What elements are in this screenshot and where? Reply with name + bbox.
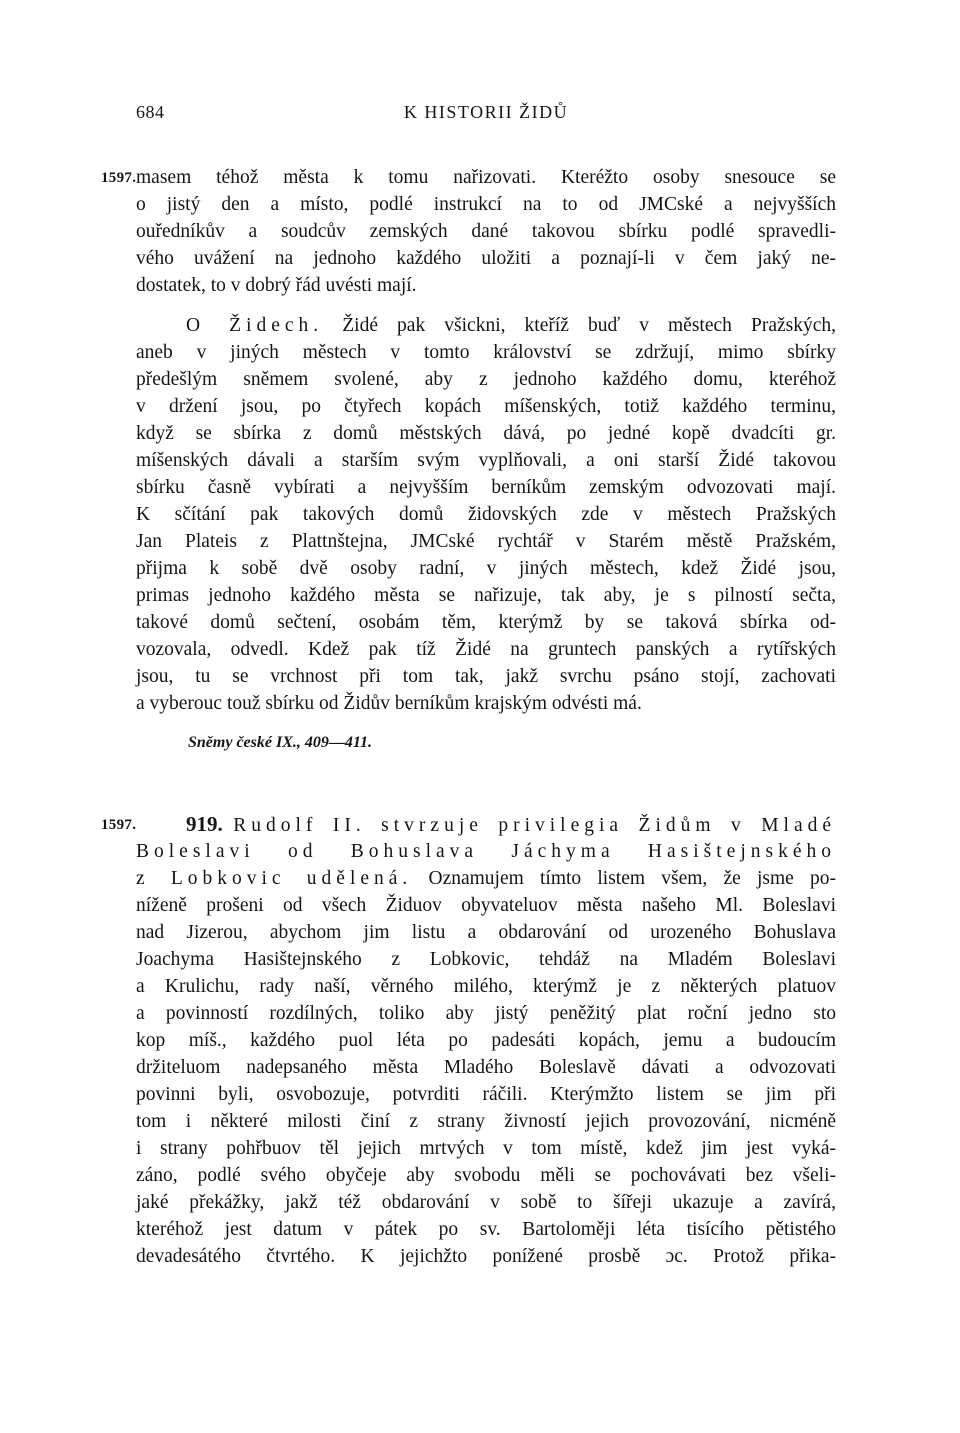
- text-line: primas jednoho každého města se nařizuje, tak aby, je s pilností sečta,: [136, 585, 836, 606]
- text-line: Jan Plateis z Plattnštejna, JMCské rychtář v Starém městě Pražském,: [136, 531, 836, 552]
- text-line: ouředníkův a soudcův zemských dané takovou sbírku podlé spravedli-: [136, 221, 836, 242]
- text-line: o jistý den a místo, podlé instrukcí na to od JMCské a nejvyšších: [136, 194, 836, 215]
- text-line: v držení jsou, po čtyřech kopách míšenských, totiž každého terminu,: [136, 396, 836, 417]
- text-line: jaké překážky, jakž též obdarování v sobě to šířeji ukazuje a zavírá,: [136, 1192, 836, 1213]
- page-number: 684: [136, 102, 165, 122]
- document-title: Rudolf II. stvrzuje privilegia Židům v Mladé: [233, 815, 837, 836]
- section-heading: O Židech.: [186, 315, 324, 336]
- text-line: míšenských dávali a starším svým vyplňovali, a oni starší Židé takovou: [136, 450, 836, 471]
- text-line: K sčítání pak takových domů židovských zde v městech Pražských: [136, 504, 836, 525]
- text-line: vozovala, odvedl. Kdež pak tíž Židé na gruntech panských a rytířských: [136, 639, 836, 660]
- text-line: jsou, tu se vrchnost při tom tak, jakž svrchu psáno stojí, zachovati: [136, 666, 836, 687]
- text-line: přijma k sobě dvě osoby radní, v jiných městech, kdež Židé jsou,: [136, 558, 836, 579]
- text-line: i strany pohřbuov těl jejich mrtvých v tom místě, kdež jim jest vyká-: [136, 1138, 836, 1159]
- text-line: držiteluom nadepsaného města Mladého Boleslavě dávati a odvozovati: [136, 1057, 836, 1078]
- document-919: [136, 811, 836, 1270]
- page-header: [136, 102, 836, 132]
- text-line: O Židech. Židé pak všickni, kteříž buď v městech Pražských,: [136, 312, 836, 339]
- text-line: Joachyma Hasištejnského z Lobkovic, tehdáž na Mladém Boleslavi: [136, 949, 836, 970]
- document-title-line: [136, 811, 836, 838]
- text-line: tom i některé milosti činí z strany živností jejich provozování, nicméně: [136, 1111, 836, 1132]
- text-line: níženě prošeni od všech Židuov obyvateluov města našeho Ml. Boleslavi: [136, 895, 836, 916]
- margin-year-2: 1597.: [101, 817, 137, 833]
- text-line: když se sbírka z domů městských dává, po jedné kopě dvadcíti gr.: [136, 423, 836, 444]
- text-line: kop míš., každého puol léta po padesáti kopách, jemu a budoucím: [136, 1030, 836, 1051]
- text-line: předešlým sněmem svolené, aby z jednoho každého domu, kteréhož: [136, 369, 836, 390]
- section2-paragraph: [136, 312, 836, 717]
- text-line: takové domů sečtení, osobám těm, kterýmž by se taková sbírka od-: [136, 612, 836, 633]
- text-line: masem téhož města k tomu nařizovati. Kteréžto osoby snesouce se: [136, 167, 836, 188]
- text-line: devadesátého čtvrtého. K jejichžto ponížené prosbě ɔc. Protož přika-: [136, 1246, 836, 1267]
- document-number: 919.: [186, 812, 223, 836]
- running-title: K HISTORII ŽIDŮ: [403, 102, 569, 122]
- text-line: a povinností rozdílných, toliko aby jistý peněžitý plat roční jedno sto: [136, 1003, 836, 1024]
- text-line: z Lobkovic udělená. Oznamujem tímto listem všem, že jsme po-: [136, 868, 836, 889]
- text-line: a Krulichu, rady naší, věrného milého, kterýmž je z některých platuov: [136, 976, 836, 997]
- text-line: záno, podlé svého obyčeje aby svobodu měli se pochovávati bez všeli-: [136, 1165, 836, 1186]
- text-line: vého uvážení na jednoho každého uložiti a poznají-li v čem jaký ne-: [136, 248, 836, 269]
- text-line: aneb v jiných městech v tomto království se zdržují, mimo sbírky: [136, 342, 836, 363]
- text-line: sbírku časně vybírati a nejvyšším berníkům zemským odvozovati mají.: [136, 477, 836, 498]
- text-line: a vyberouc touž sbírku od Židův berníkům krajským odvésti má.: [136, 693, 642, 714]
- text-line: nad Jizerou, abychom jim listu a obdarování od urozeného Bohuslava: [136, 922, 836, 943]
- text-line: povinni byli, osvobozuje, potvrditi ráčili. Kterýmžto listem se jim při: [136, 1084, 836, 1105]
- source-citation: Sněmy české IX., 409—411.: [188, 734, 372, 751]
- margin-year-1: 1597.: [101, 170, 137, 186]
- document-title-line: Boleslavi od Bohuslava Jáchyma Hasištejnského: [136, 841, 836, 862]
- text-line: dostatek, to v dobrý řád uvésti mají.: [136, 275, 417, 296]
- section1-paragraph: [136, 164, 836, 299]
- text-line: kteréhož jest datum v pátek po sv. Bartoloměji léta tisícího pětistého: [136, 1219, 836, 1240]
